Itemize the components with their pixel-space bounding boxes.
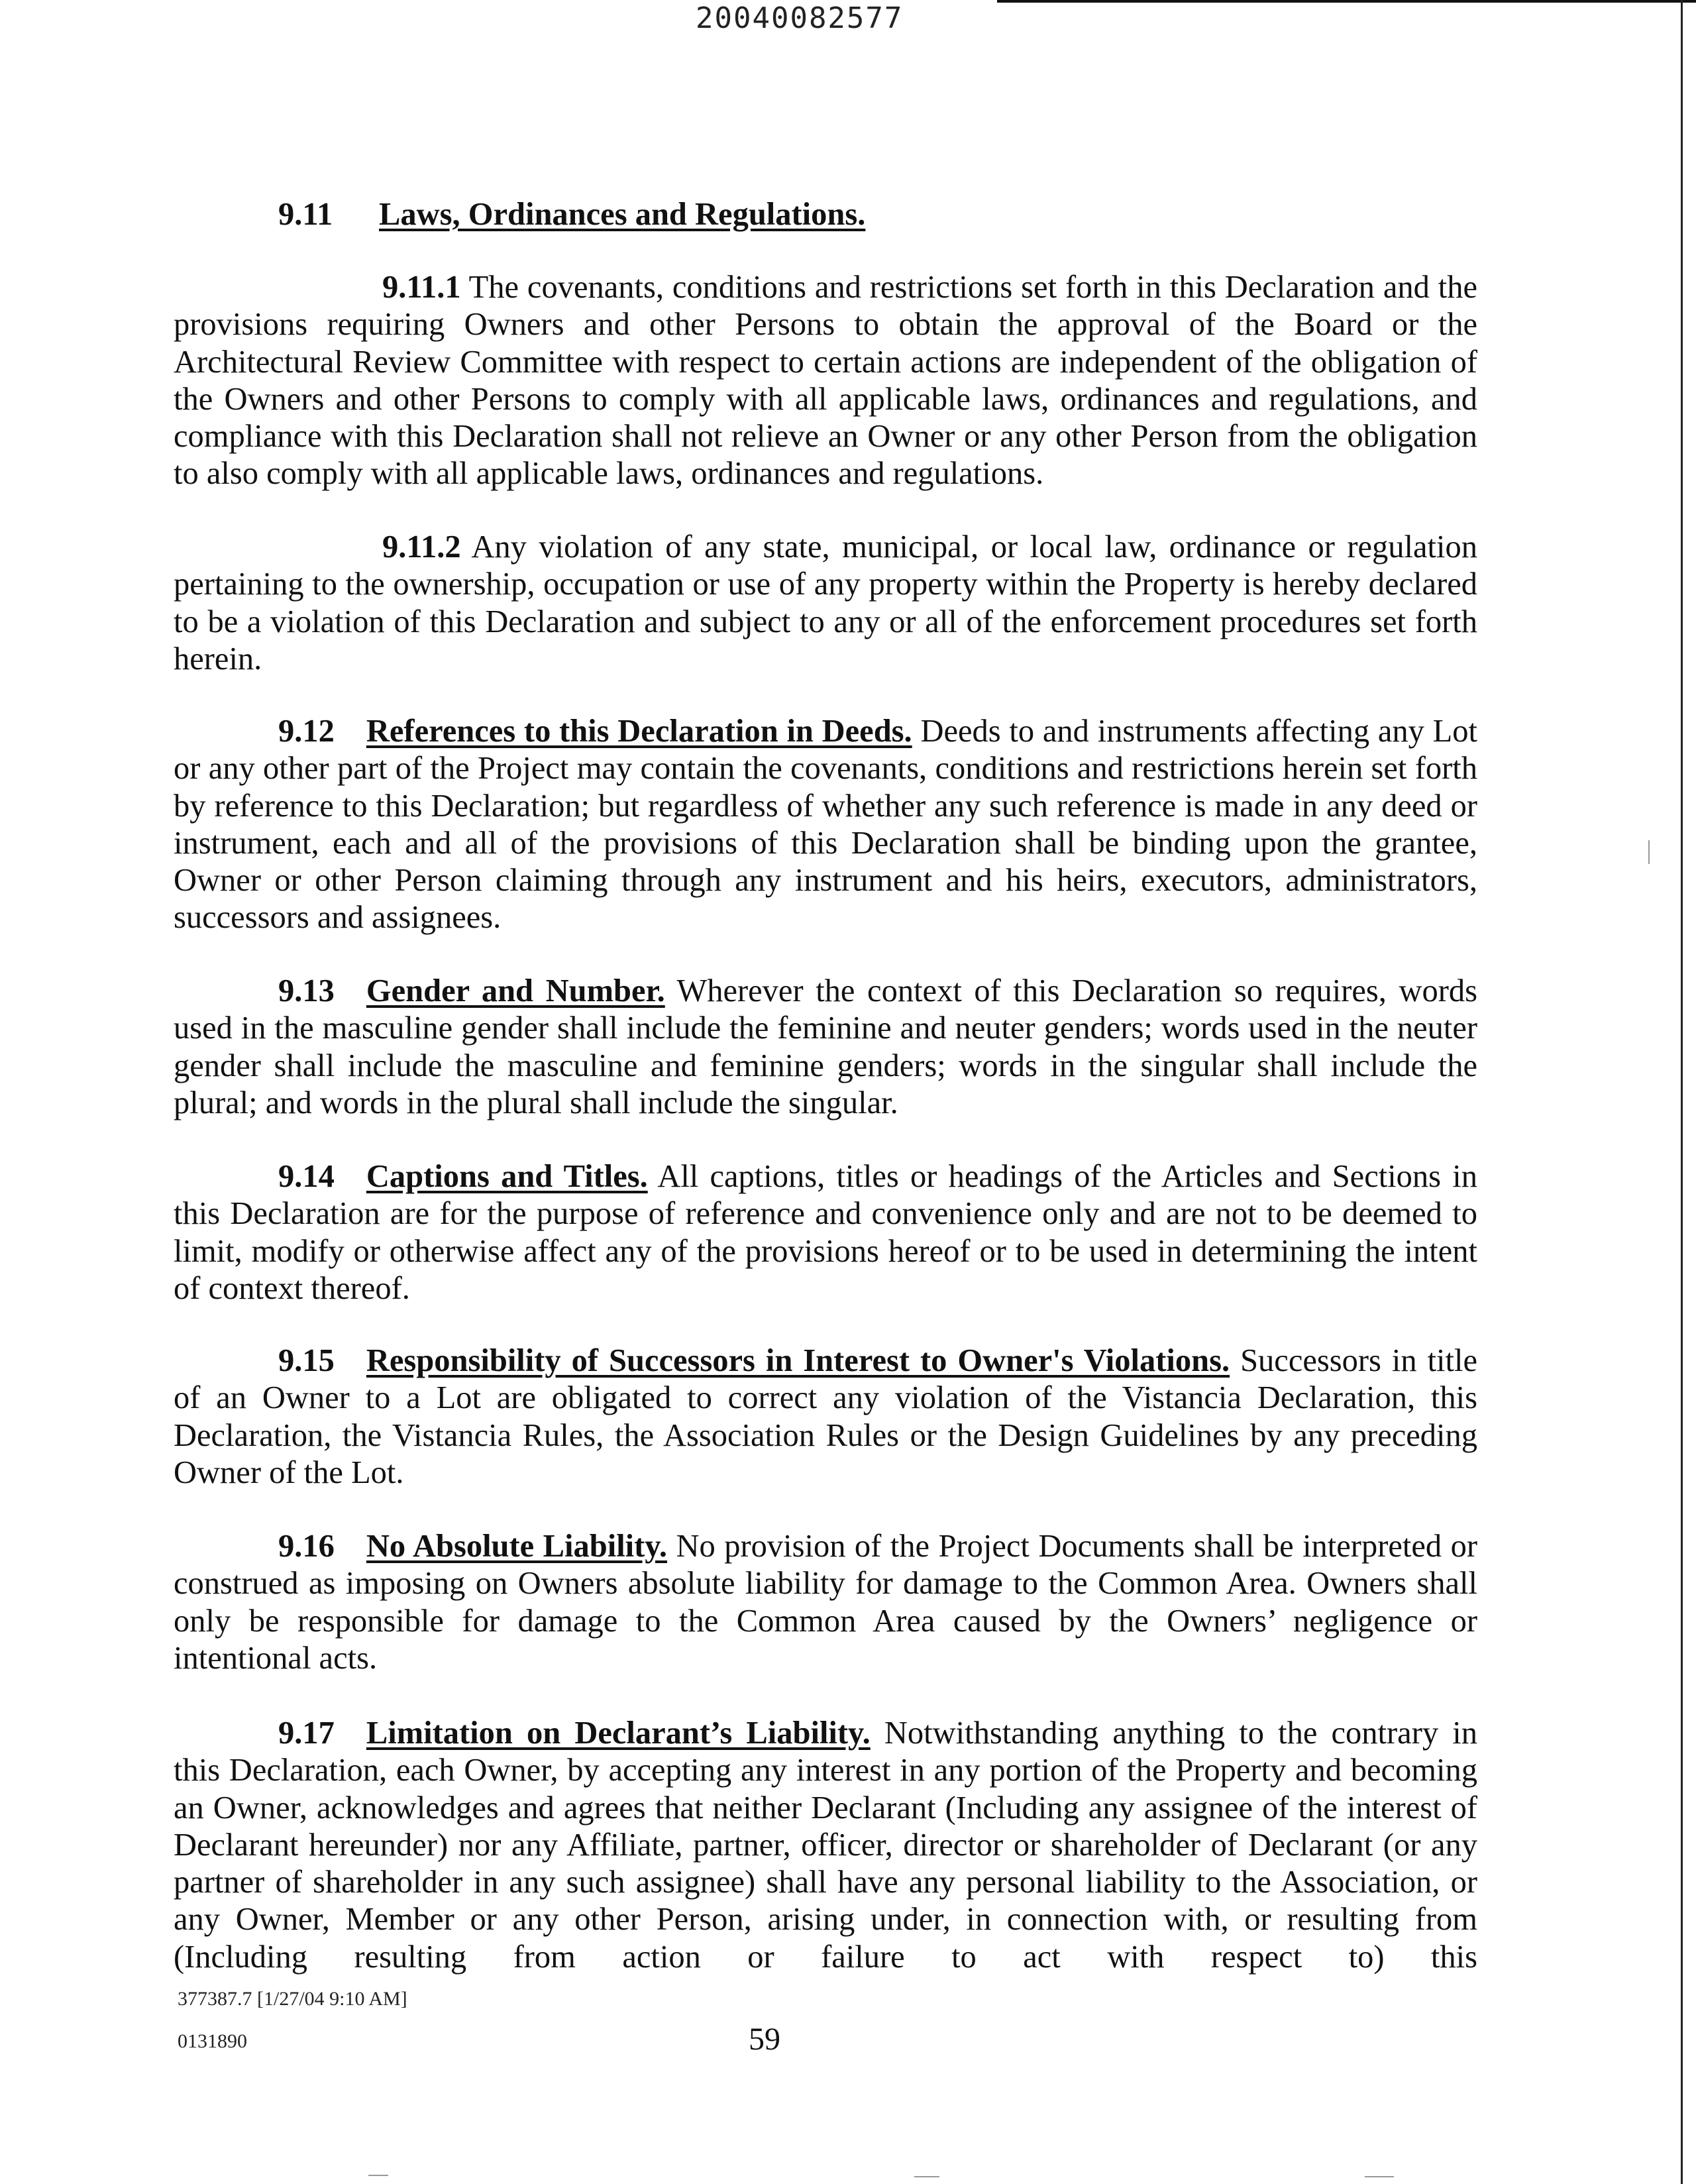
paragraph-text: Wherever the context of this Declaration so requires, words used in the masculine gender shall include the feminine and neuter genders; words used in the neuter gender shall include the masculine and feminine genders; words in the singular shall include the plural; and words in the plural shall include the singular. bbox=[174, 973, 1478, 1120]
section-9-15 bbox=[174, 1342, 1477, 1492]
section-9-12 bbox=[174, 713, 1477, 937]
section-9-11-heading bbox=[278, 196, 865, 233]
paragraph-text: No provision of the Project Documents shall be interpreted or construed as imposing on Owners absolute liability for damage to the Common Area. Owners shall only be responsible for damage to the Common Area caused by the Owners’ negligence or intentional acts. bbox=[174, 1529, 1478, 1676]
paragraph bbox=[174, 1715, 1477, 1976]
section-number: 9.13 bbox=[278, 973, 335, 1009]
section-9-16 bbox=[174, 1528, 1477, 1677]
section-title: Gender and Number. bbox=[366, 973, 665, 1009]
scan-speck bbox=[368, 2175, 388, 2176]
section-9-13 bbox=[174, 973, 1477, 1122]
paragraph bbox=[174, 1158, 1477, 1307]
top-border-line bbox=[997, 0, 1696, 3]
section-title: Responsibility of Successors in Interest to Owner's Violations. bbox=[366, 1343, 1230, 1378]
subsection-number: 9.11.1 bbox=[382, 270, 461, 305]
section-number: 9.12 bbox=[278, 714, 335, 749]
paragraph-text: All captions, titles or headings of the Articles and Sections in this Declaration are for the purpose of reference and convenience only and are not to be deemed to limit, modify or otherwise affect any of the provisions hereof or to be used in determining the intent of context thereof. bbox=[174, 1159, 1478, 1306]
margin-mark bbox=[1648, 840, 1650, 864]
right-border-line bbox=[1681, 0, 1683, 2184]
subsection-number: 9.11.2 bbox=[382, 529, 461, 565]
paragraph bbox=[174, 1342, 1477, 1492]
paragraph-text: Deeds to and instruments affecting any Lot or any other part of the Project may contain the covenants, conditions and restrictions herein set forth by reference to this Declaration; but regardless of whether any such reference is made in any deed or instrument, each and all of the provisions of this Declaration shall be binding upon the grantee, Owner or other Person claiming through any instrument and his heirs, executors, administrators, successors and assignees. bbox=[174, 714, 1477, 936]
section-number: 9.16 bbox=[278, 1529, 335, 1564]
section-title: References to this Declaration in Deeds. bbox=[366, 714, 912, 749]
paragraph bbox=[174, 269, 1477, 493]
paragraph bbox=[174, 1528, 1477, 1677]
scan-speck bbox=[1365, 2176, 1394, 2177]
section-title: Limitation on Declarant’s Liability. bbox=[366, 1716, 871, 1751]
paragraph-text: Successors in title of an Owner to a Lot are obligated to correct any violation of the Vistancia Declaration, this Declaration, the Vistancia Rules, the Association Rules or the Design Guidelines by any preceding Owner of the Lot. bbox=[174, 1343, 1477, 1490]
paragraph bbox=[174, 713, 1477, 937]
section-9-17 bbox=[174, 1715, 1477, 1976]
section-number: 9.14 bbox=[278, 1159, 335, 1194]
page-number: 59 bbox=[749, 2022, 780, 2057]
section-9-11-2 bbox=[174, 529, 1477, 678]
section-number: 9.11 bbox=[278, 197, 333, 232]
section-title: Captions and Titles. bbox=[366, 1159, 648, 1194]
section-9-11-1 bbox=[174, 269, 1477, 493]
section-9-14 bbox=[174, 1158, 1477, 1307]
file-code: 0131890 bbox=[178, 2030, 247, 2052]
section-title: Laws, Ordinances and Regulations. bbox=[379, 197, 866, 232]
section-number: 9.15 bbox=[278, 1343, 335, 1378]
paragraph-text: Notwithstanding anything to the contrary in this Declaration, each Owner, by accepting any interest in any portion of the Property and becoming an Owner, acknowledges and agrees that neither Declarant (Including any assignee of the interest of Declarant hereunder) nor any Affiliate, partner, officer, director or shareholder of Declarant (or any partner of shareholder in any such assignee) shall have any personal liability to the Association, or any Owner, Member or any other Person, arising under, in connection with, or resulting from (Including resulting from action or failure to act with respect to) this bbox=[174, 1716, 1477, 1975]
section-title: No Absolute Liability. bbox=[366, 1529, 667, 1564]
paragraph bbox=[174, 529, 1477, 678]
document-code: 377387.7 [1/27/04 9:10 AM] bbox=[178, 1988, 407, 2010]
paragraph-text: Any violation of any state, municipal, or local law, ordinance or regulation pertaining to the ownership, occupation or use of any property within the Property is hereby declared to be a violation of this Declaration and subject to any or all of the enforcement procedures set forth herein. bbox=[174, 529, 1477, 677]
document-number: 20040082577 bbox=[696, 1, 904, 35]
paragraph bbox=[174, 973, 1477, 1122]
paragraph-text: The covenants, conditions and restrictions set forth in this Declaration and the provisions requiring Owners and other Persons to obtain the approval of the Board or the Architectural Review Committee with respect to certain actions are independent of the obligation of the Owners and other Persons to comply with all applicable laws, ordinances and regulations, and compliance with this Declaration shall not relieve an Owner or any other Person from the obligation to also comply with all applicable laws, ordinances and regulations. bbox=[174, 270, 1478, 492]
scan-speck bbox=[914, 2176, 939, 2177]
section-number: 9.17 bbox=[278, 1716, 335, 1751]
